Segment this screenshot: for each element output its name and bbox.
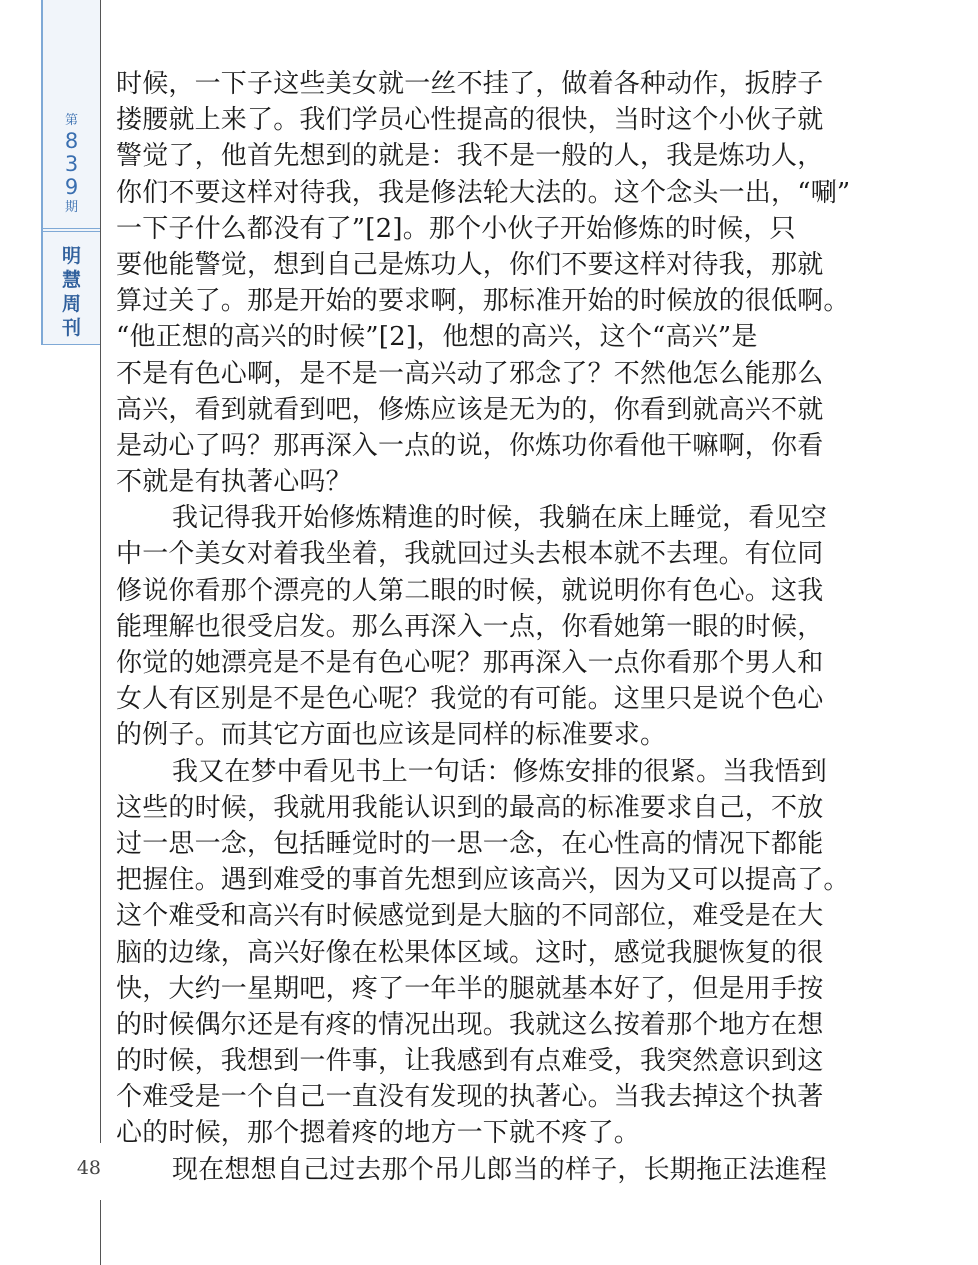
sidebar-divider-bottom (43, 344, 100, 345)
text-line: 个难受是一个自己一直没有发现的执著心。当我去掉这个执著 (116, 1082, 824, 1113)
text-line: 的例子。而其它方面也应该是同样的标准要求。 (116, 720, 667, 751)
magazine-char: 刊 (61, 317, 81, 339)
sidebar-divider-top (43, 228, 100, 229)
text-line: 的时候偶尔还是有疼的情况出现。我就这么按着那个地方在想 (116, 1009, 824, 1040)
sidebar-divider-top-2 (43, 231, 100, 232)
text-line: 这些的时候，我就用我能认识到的最高的标准要求自己，不放 (116, 792, 824, 823)
text-line: “他正想的高兴的时候”[2]，他想的高兴，这个“高兴”是 (116, 322, 758, 353)
text-line: 你觉的她漂亮是不是有色心呢？那再深入一点你看那个男人和 (116, 648, 824, 678)
text-line: 脑的边缘，高兴好像在松果体区域。这时，感觉我腿恢复的很 (116, 937, 824, 968)
margin-rule-bottom (100, 1200, 101, 1265)
text-line: 要他能警觉，想到自己是炼功人，你们不要这样对待我，那就 (116, 249, 824, 280)
issue-suffix: 期 (64, 200, 78, 215)
text-line: 心的时候，那个摁着疼的地方一下就不疼了。 (116, 1118, 641, 1149)
text-line: 不就是有执著心吗？ (116, 467, 352, 498)
text-line: 不是有色心啊，是不是一高兴动了邪念了？不然他怎么能那么 (116, 358, 824, 389)
text-line: 我记得我开始修炼精進的时候，我躺在床上睡觉，看见空 (172, 503, 828, 534)
issue-digit: 8 (64, 129, 79, 153)
text-line: 搂腰就上来了。我们学员心性提高的很快，当时这个小伙子就 (116, 105, 824, 136)
text-line: 现在想想自己过去那个吊儿郎当的样子，长期拖正法進程 (172, 1154, 828, 1185)
text-line: 你们不要这样对待我，我是修法轮大法的。这个念头一出，“唰” (116, 177, 851, 208)
page-number: 48 (76, 1157, 101, 1179)
text-line: 快，大约一星期吧，疼了一年半的腿就基本好了，但是用手按 (116, 973, 824, 1004)
text-line: 中一个美女对着我坐着，我就回过头去根本就不去理。有位同 (116, 539, 824, 570)
text-line: 过一思一念，包括睡觉时的一思一念，在心性高的情况下都能 (116, 828, 824, 859)
text-line: 能理解也很受启发。那么再深入一点，你看她第一眼的时候， (116, 611, 824, 642)
text-line: 把握住。遇到难受的事首先想到应该高兴，因为又可以提高了。 (116, 865, 850, 896)
text-line: 高兴，看到就看到吧，修炼应该是无为的，你看到就高兴不就 (116, 394, 824, 425)
magazine-char: 慧 (61, 269, 81, 291)
text-line: 修说你看那个漂亮的人第二眼的时候，就说明你有色心。这我 (116, 575, 824, 606)
issue-digit: 3 (64, 152, 79, 176)
text-line: 一下子什么都没有了”[2]。那个小伙子开始修炼的时候，只 (116, 213, 796, 244)
issue-prefix: 第 (64, 113, 78, 128)
text-line: 警觉了，他首先想到的就是：我不是一般的人，我是炼功人， (116, 141, 824, 172)
text-line: 的时候，我想到一件事，让我感到有点难受，我突然意识到这 (116, 1046, 824, 1077)
issue-digit: 9 (64, 175, 79, 199)
text-line: 这个难受和高兴有时候感觉到是大脑的不同部位，难受是在大 (116, 901, 824, 932)
margin-rule (100, 0, 101, 1143)
text-line: 女人有区别是不是色心呢？我觉的有可能。这里只是说个色心 (116, 684, 824, 715)
text-line: 时候，一下子这些美女就一丝不挂了，做着各种动作，扳脖子 (116, 69, 824, 99)
magazine-title (43, 244, 100, 340)
body-text (116, 66, 866, 1188)
text-line: 算过关了。那是开始的要求啊，那标准开始的时候放的很低啊。 (116, 286, 850, 317)
text-line: 我又在梦中看见书上一句话：修炼安排的很紧。当我悟到 (172, 756, 828, 787)
text-line: 是动心了吗？那再深入一点的说，你炼功你看他干嘛啊，你看 (116, 430, 824, 461)
issue-label (43, 112, 100, 217)
magazine-char: 明 (61, 245, 81, 267)
magazine-char: 周 (61, 293, 81, 315)
